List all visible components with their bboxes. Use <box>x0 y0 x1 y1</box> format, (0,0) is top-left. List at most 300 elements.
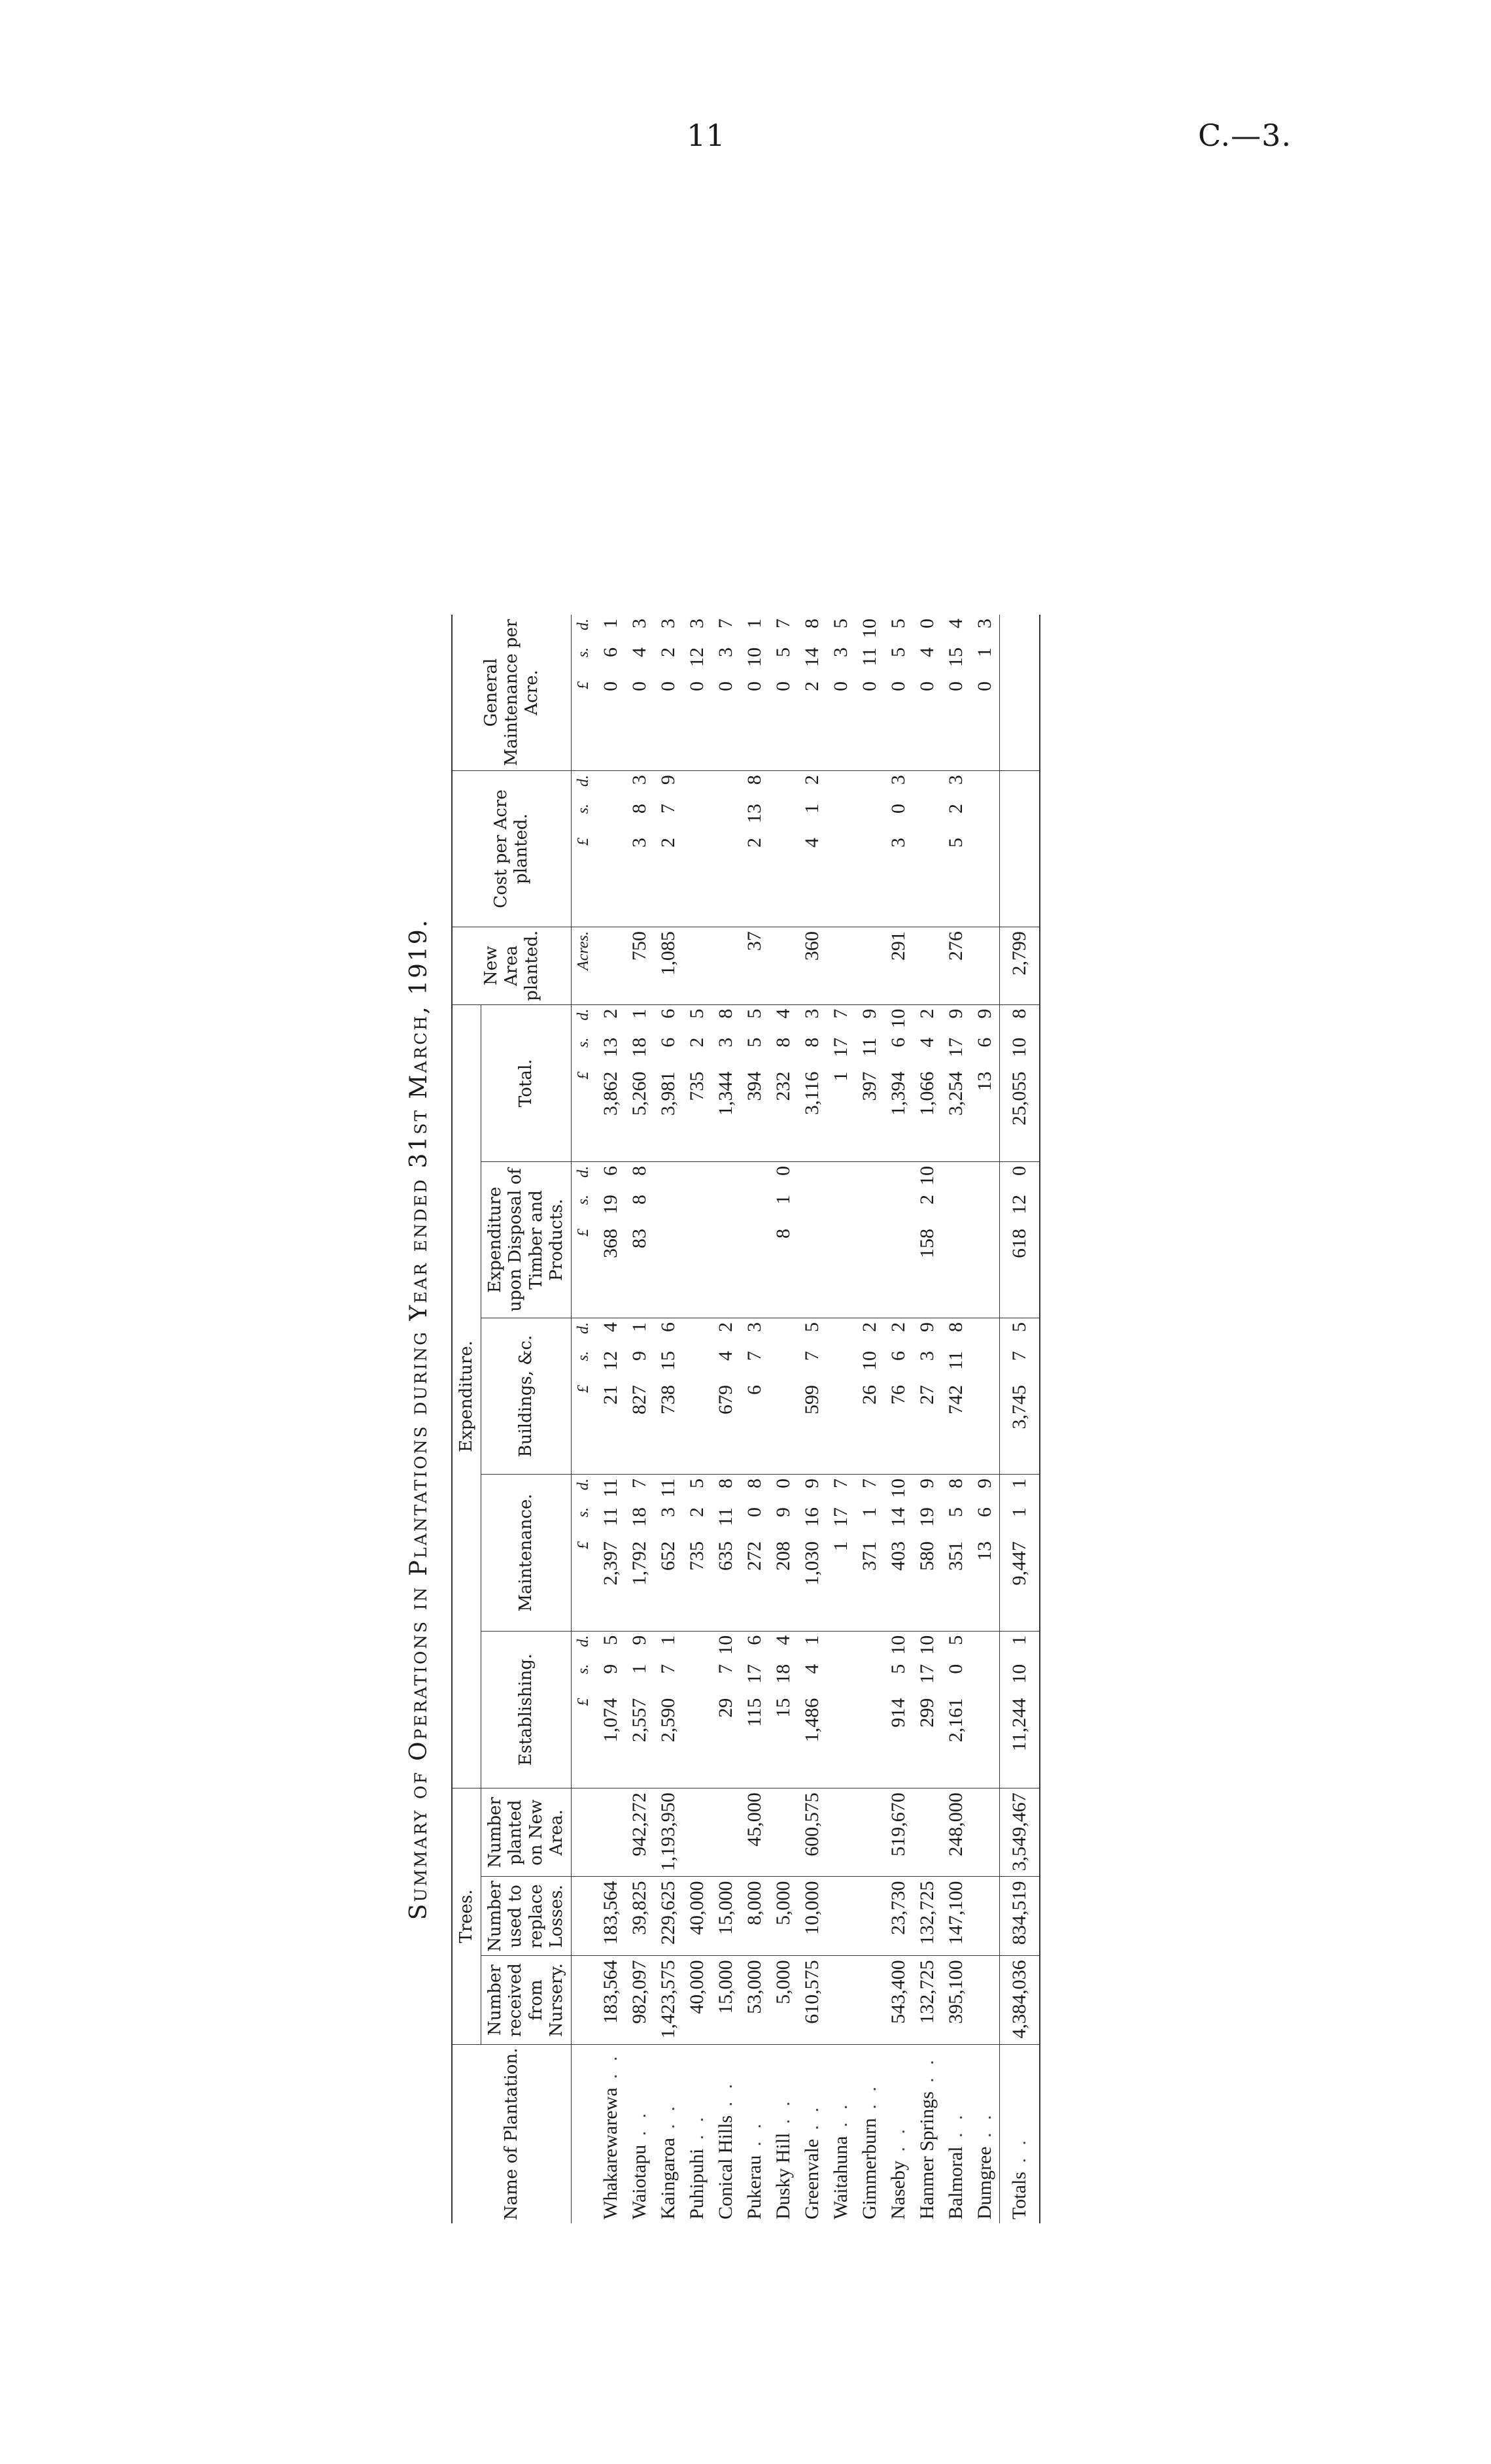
total-l: 3,862 <box>599 1071 621 1116</box>
disposal <box>740 1162 769 1318</box>
units-row <box>571 615 596 2223</box>
cost-per-acre-s: 7 <box>657 804 679 814</box>
table-row <box>970 615 1000 2223</box>
trees-replace: 5,000 <box>769 1877 798 1956</box>
cost-per-acre <box>884 771 913 927</box>
trees-planted <box>913 1788 942 1877</box>
maintenance <box>798 1475 827 1632</box>
total-s: 10 <box>1008 1037 1030 1057</box>
maintenance-d: 7 <box>628 1479 650 1489</box>
general-maintenance-s: 6 <box>599 647 621 657</box>
new-area: 360 <box>798 927 827 1005</box>
buildings-d: 1 <box>628 1322 650 1333</box>
plantation-name <box>855 2044 884 2223</box>
maintenance <box>711 1475 740 1632</box>
maintenance-d: 8 <box>743 1479 765 1489</box>
establishing-s: 10 <box>1008 1664 1030 1684</box>
unit-s: s. <box>575 1195 592 1205</box>
cost-per-acre-value <box>945 775 967 923</box>
total-d: 9 <box>973 1008 995 1019</box>
establishing-d: 10 <box>714 1635 736 1655</box>
general-maintenance-d: 1 <box>599 619 621 628</box>
unit-l: £ <box>575 1385 592 1394</box>
general-maintenance-l: 0 <box>628 681 650 691</box>
general-maintenance-s: 5 <box>772 647 794 657</box>
header-replace: Number used to replace Losses. <box>481 1877 572 1956</box>
general-maintenance-l: 0 <box>829 681 851 691</box>
buildings-s: 12 <box>599 1351 621 1371</box>
maintenance-s: 17 <box>829 1507 851 1528</box>
establishing-value <box>801 1635 823 1783</box>
establishing-value <box>887 1635 910 1783</box>
general-maintenance-s: 15 <box>944 647 967 667</box>
cost-per-acre <box>740 771 769 927</box>
unit-l: £ <box>575 1071 592 1080</box>
new-area <box>683 927 711 1005</box>
establishing-value <box>600 1635 622 1783</box>
trees-planted: 45,000 <box>740 1788 769 1877</box>
table-row <box>884 615 913 2223</box>
establishing-l: 1,486 <box>800 1698 823 1743</box>
disposal <box>942 1162 970 1318</box>
buildings <box>798 1318 827 1475</box>
header-general-maintenance: General Maintenance per Acre. <box>452 615 571 771</box>
plantation-name-text: Conical Hills <box>714 2115 736 2219</box>
maintenance-value <box>628 1479 651 1626</box>
maintenance-s: 2 <box>685 1507 708 1518</box>
cost-per-acre <box>683 771 711 927</box>
leader-dots: . . <box>628 2109 650 2145</box>
total-d: 7 <box>829 1008 851 1019</box>
new-area <box>855 927 884 1005</box>
cost-per-acre <box>798 771 827 927</box>
total-s: 18 <box>628 1037 650 1057</box>
maintenance-s: 16 <box>800 1507 823 1528</box>
maintenance <box>625 1475 654 1632</box>
plantation-name <box>999 2044 1040 2223</box>
maintenance-value <box>887 1479 910 1626</box>
buildings-s: 7 <box>800 1351 823 1361</box>
leader-dots: . . <box>858 2083 880 2119</box>
buildings-value <box>859 1322 881 1470</box>
total <box>654 1004 683 1161</box>
new-area: 2,799 <box>999 927 1040 1005</box>
leader-dots: . . <box>1008 2136 1030 2172</box>
maintenance-d: 9 <box>800 1479 823 1489</box>
leader-dots: . . <box>714 2079 736 2115</box>
units-cost <box>571 771 596 927</box>
units-received <box>571 1956 596 2044</box>
total-s: 13 <box>599 1037 621 1057</box>
establishing-s: 7 <box>657 1664 679 1674</box>
cost-per-acre-d: 2 <box>800 775 823 785</box>
general-maintenance <box>769 615 798 771</box>
unit-l: £ <box>575 1229 592 1237</box>
page-number: 11 <box>687 118 725 153</box>
maintenance-l: 272 <box>743 1541 765 1571</box>
maintenance-s: 3 <box>657 1507 679 1518</box>
total <box>855 1004 884 1161</box>
buildings-s: 7 <box>743 1351 765 1361</box>
totals-row <box>999 615 1040 2223</box>
units-gen-labels <box>575 619 592 766</box>
maintenance-value <box>715 1479 737 1626</box>
total-d: 3 <box>800 1008 823 1019</box>
maintenance-l: 1 <box>829 1541 851 1552</box>
total-value <box>1008 1009 1031 1157</box>
cost-per-acre <box>625 771 654 927</box>
cost-per-acre <box>913 771 942 927</box>
trees-planted <box>683 1788 711 1877</box>
buildings-s: 6 <box>887 1351 909 1361</box>
total-l: 1,344 <box>714 1071 736 1116</box>
trees-planted: 942,272 <box>625 1788 654 1877</box>
leader-dots: . . <box>800 2103 823 2139</box>
units-disp-labels <box>575 1166 592 1314</box>
trees-replace: 834,519 <box>999 1877 1040 1956</box>
units-name-cell <box>571 2044 596 2223</box>
establishing-d: 4 <box>772 1635 794 1645</box>
trees-received: 1,423,575 <box>654 1956 683 2044</box>
trees-received: 4,384,036 <box>999 1956 1040 2044</box>
plantation-name-text: Hanmer Springs <box>916 2091 938 2219</box>
maintenance-d: 11 <box>657 1479 679 1497</box>
establishing-l: 11,244 <box>1008 1698 1030 1752</box>
table-row <box>769 615 798 2223</box>
buildings-l: 599 <box>800 1385 823 1415</box>
general-maintenance-value <box>657 619 679 766</box>
units-replace <box>571 1877 596 1956</box>
general-maintenance-l: 0 <box>944 681 967 691</box>
general-maintenance <box>596 615 625 771</box>
units-total <box>571 1004 596 1161</box>
trees-replace: 147,100 <box>942 1877 970 1956</box>
buildings-d: 8 <box>944 1322 967 1333</box>
plantation-name-text: Greenvale <box>800 2138 823 2219</box>
maintenance-d: 9 <box>973 1479 995 1489</box>
units-total-labels <box>575 1009 592 1157</box>
general-maintenance-d: 3 <box>685 619 708 628</box>
trees-replace <box>827 1877 855 1956</box>
general-maintenance <box>683 615 711 771</box>
buildings <box>769 1318 798 1475</box>
trees-planted: 3,549,467 <box>999 1788 1040 1877</box>
maintenance <box>740 1475 769 1632</box>
trees-planted <box>855 1788 884 1877</box>
disposal <box>999 1162 1040 1318</box>
unit-l: £ <box>575 681 592 689</box>
general-maintenance-l: 0 <box>887 681 909 691</box>
establishing-value <box>945 1635 967 1783</box>
maintenance-value <box>945 1479 967 1626</box>
maintenance <box>970 1475 1000 1632</box>
trees-planted: 248,000 <box>942 1788 970 1877</box>
trees-received: 15,000 <box>711 1956 740 2044</box>
cost-per-acre-d: 9 <box>657 775 679 785</box>
plantation-name-text: Naseby <box>887 2161 909 2219</box>
trees-planted <box>970 1788 1000 1877</box>
total-s: 2 <box>685 1037 708 1048</box>
maintenance <box>596 1475 625 1632</box>
disposal-l: 8 <box>772 1229 794 1239</box>
general-maintenance-value <box>600 619 622 766</box>
maintenance-value <box>830 1479 852 1626</box>
buildings-s: 4 <box>714 1351 736 1361</box>
establishing <box>769 1631 798 1788</box>
maintenance-value <box>1008 1479 1031 1626</box>
cost-per-acre-s: 0 <box>887 804 909 814</box>
general-maintenance-s: 1 <box>973 647 995 657</box>
buildings-value <box>715 1322 737 1470</box>
new-area <box>913 927 942 1005</box>
general-maintenance-value <box>916 619 938 766</box>
maintenance-d: 11 <box>599 1479 621 1497</box>
maintenance-s: 1 <box>858 1507 880 1518</box>
disposal-s: 1 <box>772 1195 794 1205</box>
maintenance-value <box>600 1479 622 1626</box>
maintenance-l: 351 <box>944 1541 967 1571</box>
maintenance-s: 14 <box>887 1507 909 1528</box>
establishing-l: 2,590 <box>657 1698 679 1743</box>
header-disposal: Expenditure upon Disposal of Timber and Products. <box>481 1162 572 1318</box>
buildings-s: 10 <box>858 1351 880 1371</box>
general-maintenance-value <box>801 619 823 766</box>
table-row <box>654 615 683 2223</box>
unit-d: d. <box>575 1166 592 1178</box>
new-area: 1,085 <box>654 927 683 1005</box>
maintenance-l: 735 <box>685 1541 708 1571</box>
establishing-s: 17 <box>916 1664 938 1684</box>
maintenance-value <box>801 1479 823 1626</box>
total-s: 17 <box>944 1037 967 1057</box>
unit-s: s. <box>575 1664 592 1675</box>
disposal <box>596 1162 625 1318</box>
maintenance <box>913 1475 942 1632</box>
total-l: 1 <box>829 1071 851 1082</box>
total-s: 6 <box>887 1037 909 1048</box>
buildings-l: 21 <box>599 1385 621 1405</box>
total <box>827 1004 855 1161</box>
maintenance-l: 13 <box>973 1541 995 1562</box>
total-value <box>715 1009 737 1157</box>
general-maintenance-d: 4 <box>944 619 967 628</box>
general-maintenance <box>942 615 970 771</box>
unit-s: s. <box>575 1351 592 1361</box>
trees-received: 982,097 <box>625 1956 654 2044</box>
new-area <box>769 927 798 1005</box>
unit-d: d. <box>575 1008 592 1021</box>
units-maint <box>571 1475 596 1632</box>
maintenance-d: 7 <box>858 1479 880 1489</box>
cost-per-acre-d: 8 <box>743 775 765 785</box>
trees-planted: 1,193,950 <box>654 1788 683 1877</box>
maintenance-d: 9 <box>916 1479 938 1489</box>
maintenance-s: 6 <box>973 1507 995 1518</box>
buildings-value <box>887 1322 910 1470</box>
units-new-area <box>571 927 596 1005</box>
cost-per-acre-l: 3 <box>887 838 909 848</box>
disposal-s: 12 <box>1008 1195 1030 1215</box>
buildings-value <box>600 1322 622 1470</box>
total-l: 3,116 <box>800 1071 823 1115</box>
establishing-value <box>916 1635 938 1783</box>
disposal-value <box>916 1166 938 1314</box>
total-s: 8 <box>772 1037 794 1048</box>
maintenance <box>999 1475 1040 1632</box>
trees-received: 610,575 <box>798 1956 827 2044</box>
table-row <box>740 615 769 2223</box>
trees-received <box>855 1956 884 2044</box>
total-l: 232 <box>772 1071 794 1101</box>
establishing-s: 5 <box>887 1664 909 1674</box>
establishing <box>625 1631 654 1788</box>
new-area: 37 <box>740 927 769 1005</box>
trees-received: 5,000 <box>769 1956 798 2044</box>
total-l: 25,055 <box>1008 1071 1030 1126</box>
plantation-name-text: Dusky Hill <box>772 2132 794 2219</box>
establishing-l: 2,161 <box>944 1698 967 1743</box>
plantation-name <box>827 2044 855 2223</box>
general-maintenance-l: 0 <box>772 681 794 691</box>
establishing-l: 115 <box>743 1698 765 1727</box>
general-maintenance-value <box>686 619 708 766</box>
establishing <box>884 1631 913 1788</box>
leader-dots: . . <box>599 2052 621 2088</box>
header-received: Number received from Nursery. <box>481 1956 572 2044</box>
unit-s: s. <box>575 1037 592 1048</box>
plantation-name <box>942 2044 970 2223</box>
establishing-d: 1 <box>657 1635 679 1645</box>
establishing <box>942 1631 970 1788</box>
general-maintenance-s: 14 <box>800 647 823 667</box>
general-maintenance-d: 8 <box>800 619 823 628</box>
general-maintenance <box>999 615 1040 771</box>
maintenance-s: 11 <box>599 1507 621 1526</box>
table-row <box>798 615 827 2223</box>
maintenance-value <box>974 1479 996 1626</box>
new-area: 750 <box>625 927 654 1005</box>
buildings <box>884 1318 913 1475</box>
maintenance-value <box>744 1479 766 1626</box>
unit-d: d. <box>575 1479 592 1491</box>
disposal-d: 0 <box>772 1166 794 1176</box>
maintenance-s: 18 <box>628 1507 650 1528</box>
general-maintenance-l: 0 <box>743 681 765 691</box>
trees-received: 183,564 <box>596 1956 625 2044</box>
total-s: 11 <box>858 1037 880 1057</box>
trees-replace: 15,000 <box>711 1877 740 1956</box>
total-s: 8 <box>800 1037 823 1048</box>
buildings-s: 7 <box>1008 1351 1030 1361</box>
disposal-l: 368 <box>599 1229 621 1259</box>
total <box>740 1004 769 1161</box>
establishing-value <box>657 1635 679 1783</box>
disposal <box>711 1162 740 1318</box>
maintenance-d: 10 <box>887 1479 909 1499</box>
buildings-d: 3 <box>743 1322 765 1333</box>
maintenance-d: 1 <box>1008 1479 1030 1489</box>
trees-replace: 8,000 <box>740 1877 769 1956</box>
unit-d: d. <box>575 1322 592 1335</box>
establishing <box>913 1631 942 1788</box>
buildings-s: 9 <box>628 1351 650 1361</box>
unit-acres: Acres. <box>575 931 592 970</box>
total <box>596 1004 625 1161</box>
establishing-d: 5 <box>944 1635 967 1645</box>
header-new-area: New Area planted. <box>452 927 571 1005</box>
plantation-name <box>683 2044 711 2223</box>
total <box>711 1004 740 1161</box>
new-area: 276 <box>942 927 970 1005</box>
establishing-d: 1 <box>1008 1635 1030 1645</box>
cost-per-acre <box>942 771 970 927</box>
establishing <box>683 1631 711 1788</box>
total <box>942 1004 970 1161</box>
leader-dots: . . <box>772 2097 794 2133</box>
total-d: 1 <box>628 1008 650 1019</box>
trees-replace: 10,000 <box>798 1877 827 1956</box>
trees-received: 132,725 <box>913 1956 942 2044</box>
plantation-name-text: Kaingaroa <box>657 2138 679 2219</box>
buildings-d: 2 <box>714 1322 736 1333</box>
maintenance-l: 2,397 <box>599 1541 621 1586</box>
maintenance-s: 5 <box>944 1507 967 1518</box>
leader-dots: . . <box>973 2111 995 2147</box>
establishing <box>855 1631 884 1788</box>
plantation-name-text: Gimmerburn <box>858 2118 880 2219</box>
buildings <box>942 1318 970 1475</box>
header-cost-per-acre: Cost per Acre planted. <box>452 771 571 927</box>
total-value <box>628 1009 651 1157</box>
disposal-s: 2 <box>916 1195 938 1205</box>
total-s: 4 <box>916 1037 938 1048</box>
buildings-d: 2 <box>858 1322 880 1333</box>
buildings <box>827 1318 855 1475</box>
maintenance-l: 580 <box>916 1541 938 1571</box>
buildings-d: 5 <box>1008 1322 1030 1333</box>
total-d: 10 <box>887 1008 909 1029</box>
header-name: Name of Plantation. <box>452 2044 571 2223</box>
general-maintenance-d: 5 <box>829 619 851 628</box>
total-d: 9 <box>944 1008 967 1019</box>
maintenance <box>884 1475 913 1632</box>
total-s: 3 <box>714 1037 736 1048</box>
units-bldg-labels <box>575 1322 592 1470</box>
cost-per-acre-s: 8 <box>628 804 650 814</box>
maintenance-s: 1 <box>1008 1507 1030 1518</box>
maintenance-value <box>859 1479 881 1626</box>
plantation-name <box>596 2044 625 2223</box>
total-l: 397 <box>858 1071 880 1101</box>
general-maintenance-d: 7 <box>772 619 794 628</box>
cost-per-acre-l: 4 <box>800 838 823 848</box>
disposal-d: 8 <box>628 1166 650 1176</box>
general-maintenance-value <box>715 619 737 766</box>
total <box>798 1004 827 1161</box>
header-buildings: Buildings, &c. <box>481 1318 572 1475</box>
disposal-l: 158 <box>916 1229 938 1259</box>
establishing <box>711 1631 740 1788</box>
general-maintenance <box>884 615 913 771</box>
units-gen <box>571 615 596 771</box>
establishing-l: 299 <box>916 1698 938 1728</box>
maintenance-l: 1,030 <box>800 1541 823 1586</box>
leader-dots: . . <box>944 2111 967 2147</box>
establishing-l: 2,557 <box>628 1698 650 1743</box>
establishing-value <box>715 1635 737 1783</box>
establishing-s: 18 <box>772 1664 794 1684</box>
table-row <box>625 615 654 2223</box>
